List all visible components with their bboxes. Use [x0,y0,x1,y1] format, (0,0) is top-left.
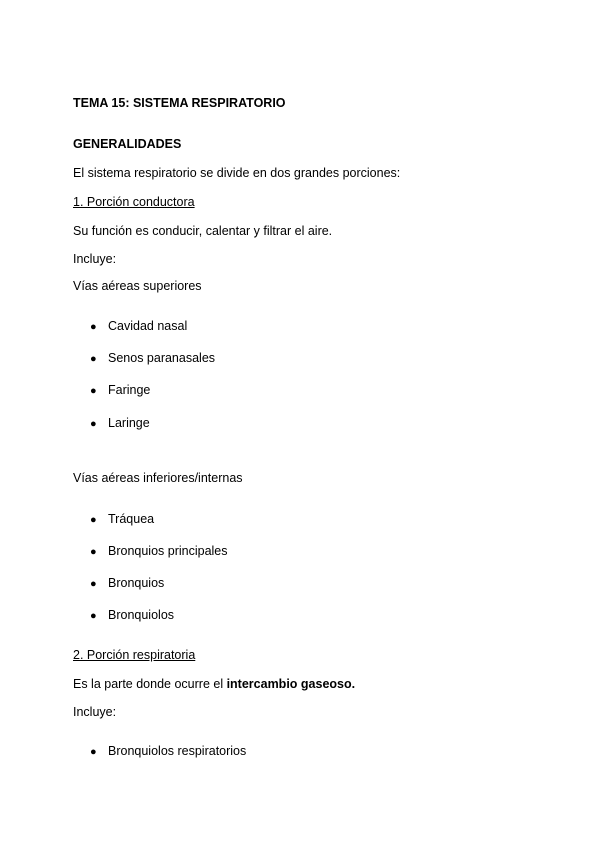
upper-airways-title: Vías aéreas superiores [73,279,202,293]
section2-includes: Incluye: [73,705,117,719]
bullet-icon: ● [90,610,97,622]
section2-title: 2. Porción respiratoria [73,648,196,662]
section2-description [73,677,355,692]
document-title: TEMA 15: SISTEMA RESPIRATORIO [73,96,286,110]
list-item [90,351,215,366]
lower-airways-title: Vías aéreas inferiores/internas [73,471,243,485]
list-item [90,512,154,527]
section1-function: Su función es conducir, calentar y filtrar el aire. [73,224,333,238]
bullet-icon: ● [90,546,97,558]
list-item-label: Laringe [108,416,150,430]
list-item [90,416,150,431]
bullet-icon: ● [90,353,97,365]
list-item-label: Bronquiolos [108,608,175,622]
list-item-label: Senos paranasales [108,351,216,365]
bullet-icon: ● [90,578,97,590]
list-item-label: Bronquiolos respiratorios [108,744,247,758]
section2-desc-bold: intercambio gaseoso. [226,677,356,691]
list-item-label: Bronquios principales [108,544,228,558]
list-item [90,383,150,398]
list-item [90,608,174,623]
bullet-icon: ● [90,514,97,526]
list-item-label: Cavidad nasal [108,319,188,333]
list-item [90,319,187,334]
section2-desc-prefix: Es la parte donde ocurre el [73,677,227,691]
section1-title: 1. Porción conductora [73,195,195,209]
list-item [90,744,246,759]
list-item-label: Tráquea [108,512,155,526]
section1-includes: Incluye: [73,252,117,266]
bullet-icon: ● [90,321,97,333]
intro-text: El sistema respiratorio se divide en dos grandes porciones: [73,166,401,180]
list-item-label: Bronquios [108,576,165,590]
bullet-icon: ● [90,746,97,758]
bullet-icon: ● [90,385,97,397]
bullet-icon: ● [90,418,97,430]
list-item [90,544,228,559]
list-item-label: Faringe [108,383,151,397]
list-item [90,576,164,591]
section-heading: GENERALIDADES [73,137,182,151]
